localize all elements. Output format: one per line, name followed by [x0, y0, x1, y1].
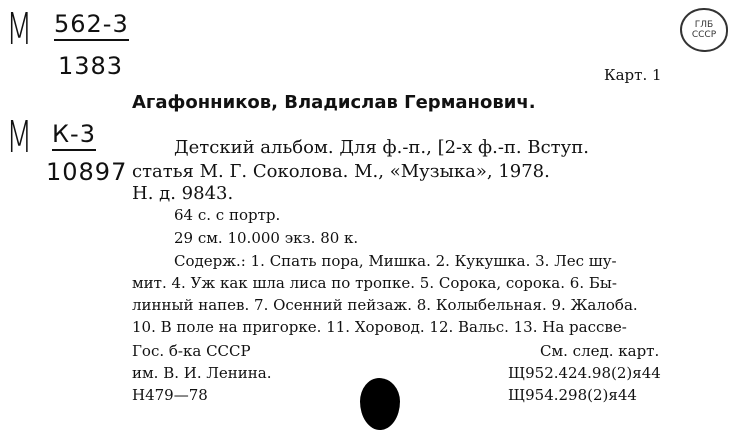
class-code-1: Щ952.424.98(2)я44	[508, 364, 661, 382]
physical-line-2: 29 см. 10.000 экз. 80 к.	[174, 229, 359, 247]
library-stamp: ГЛБ СССР	[680, 8, 728, 52]
handwritten-letter-mid: М	[6, 112, 33, 163]
contents-line-3: линный напев. 7. Осенний пейзаж. 8. Колыбельная. 9. Жалоба.	[132, 296, 638, 314]
handwritten-num-top: 1383	[58, 52, 124, 80]
author-heading: Агафонников, Владислав Германович.	[132, 92, 536, 113]
card-number: Карт. 1	[604, 66, 662, 84]
title-line-3: Н. д. 9843.	[132, 183, 234, 204]
contents-line-4: 10. В поле на пригорке. 11. Хоровод. 12. Вальс. 13. На рассве-	[132, 318, 627, 336]
physical-line-1: 64 с. с портр.	[174, 206, 281, 224]
punch-hole	[360, 378, 400, 430]
contents-line-2: мит. 4. Уж как шла лиса по тропке. 5. Сорока, сорока. 6. Бы-	[132, 274, 617, 292]
handwritten-code-mid: К-3	[52, 120, 96, 151]
handwritten-letter-top: М	[6, 4, 33, 55]
library-name-line-2: им. В. И. Ленина.	[132, 364, 272, 382]
handwritten-num-mid: 10897	[46, 158, 128, 186]
see-next-card: См. след. карт.	[540, 342, 660, 360]
title-line-1: Детский альбом. Для ф.-п., [2-х ф.-п. Вступ.	[174, 137, 589, 158]
library-name-line-1: Гос. б-ка СССР	[132, 342, 251, 360]
title-line-2: статья М. Г. Соколова. М., «Музыка», 1978.	[132, 161, 550, 182]
card-code: Н479—78	[132, 386, 208, 404]
handwritten-code-top: 562-3	[54, 10, 129, 41]
contents-line-1: Содерж.: 1. Спать пора, Мишка. 2. Кукушка. 3. Лес шу-	[174, 252, 617, 270]
class-code-2: Щ954.298(2)я44	[508, 386, 637, 404]
